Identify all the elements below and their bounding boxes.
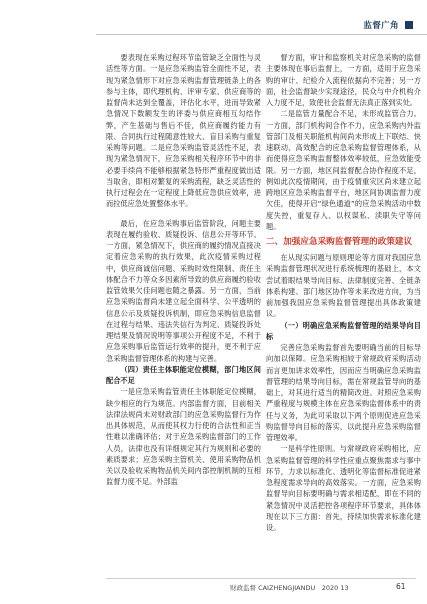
paragraph: 要表现在采购过程环节监管缺乏全面性与灵活性等方面。一是应急采购监管全面性不足，表现为紧急情形下对应急采购监督管理链条上的各参与主体，即代理机构、评审专家、供应商等的监督尚未达到全覆盖，评估化水平，进而导致紧急情况下数额发生的评委与供应商相互勾结作弊，产生基础与售后不佳，供应商履约能力有限、合同执行过程随意性较大、盲目采购与重复采购等问题。二是应急采购监管灵活性不足，表现为紧急情况下，应急采购相关程序环节中的非必要手续尚不能够根据紧急特形严重程度做出适当取舍，即相对繁复的采购流程，缺乏灵活性的执行过程会在一定程度上降低应急供应效率，进而拉低应急处置整体水平。 xyxy=(106,53,261,209)
paragraph: 一是科学性原则。与常规政府采购相比，应急采购监督管理的科学性应重点聚焦需求与事中环节，力求以标准化、透明化等监督标准促进紧急程度需求导向的高效落实。一方面，应急采购监督导向目标要明确与需求相适配，即在不同的紧急情况中灵活把控各项程序环节要求，具体体现在以下三方面：首先，持续加快需求标准化建设。 xyxy=(266,444,421,532)
right-column xyxy=(266,52,421,533)
journal-name: 财政监督 CAIZHENGJIANDU 2020 13 xyxy=(230,584,349,592)
page-header xyxy=(0,0,427,38)
page-number: 61 xyxy=(396,582,406,591)
footer-rule xyxy=(106,578,416,579)
section-heading: 二、加强应急采购监督管理的政策建议 xyxy=(266,237,413,247)
left-column xyxy=(106,52,261,488)
paragraph: 二是监管力量配合不足，未形成监管合力。一方面，部门机构间合作不力，应急采购内外监管部门及相关职能机构间尚未形成上下联结、快速联动、高效配合的应急采购监督管理体系，从而使得应急采购监督整体效率较低，应急效能受限。另一方面，地区间监督配合协作程度不足，例如此次疫情期间，由于疫情重灾区尚未建立起跨地区应急采购监督平台，地区间协调监督力度欠佳，使得开启“绿色通道”的应急采购活动中数度失控，重复存入、以权谋私、渎职失守等问题。 xyxy=(266,109,421,231)
section-title: 监督广角 xyxy=(363,20,399,30)
paragraph: 完善应急采购监督首先要明确当前的目标导向加以保障。应急采购相较于常规政府采购活动而言更加讲求效率性，因而应当明确应急采购监督管理的结果导向目标，需在常规监管导向的基础上，对其进行适当的精简改进。对照应急采购严重程度与规模主体在应急采购监督体系中的责任与义务，为此可采取以下两个原则促进应急采购监督导向目标的落实，以此提升应急采购监督管理效率。 xyxy=(266,343,421,442)
paragraph: 督方面，审计和监察机关对应急采购的监督主要体现在事后监督上，一方面，适用于应急采购的审计、纪检介入流程依据尚不完善；另一方面，社会监督缺少实现途径，民众与中介机构介入力度不足，致使社会监督无法真正落到实处。 xyxy=(266,53,421,107)
paragraph: 最后，在应急采购事后监管阶段，问题主要表现在履约验收、质疑投诉、信息公开等环节。一方面，紧急情况下，供应商的履约情况直接决定着应急采购的执行效果，此次疫情采购过程中，供应商诚信问题、采购时效性限制、责任主体配合不力等众多因素所导致的供应商履约验收监管效果欠佳问题也随之暴露。另一方面，当前应急采购监督尚未建立起全面科学、公平透明的信息公示及质疑投诉机制，即应急采购信息监督在过程与结果、违法失信行为判定、质疑投诉处理结果及情况说明等事项公开程度不足，不利于应急采购事后监管运行效率的提升，更不利于应急采购监督管理体系的构建与完善。 xyxy=(106,218,261,363)
paragraph: 在从现实问题与原则理论等方面对我国应急采购监督管理状况进行系统梳理的基础上，本文尝试着眼结果导向目标、法律制度完善、全链条体系构建、部门地区协作等未来改进方向，为当前加强我国应急采购监督管理提出具体政策建议。 xyxy=(266,253,421,319)
subsection-heading: （一）明确应急采购监督管理的结果导向目标 xyxy=(266,320,421,341)
header-rule xyxy=(96,34,427,35)
subsection-heading: （四）责任主体职能定位模糊，部门地区间配合不足 xyxy=(106,364,261,385)
page-footer xyxy=(0,578,427,598)
paragraph: 一是应急采购监管责任主体职能定位模糊，缺少相应的行为规范。内部监督方面，目前相关法律法规尚未对财政部门的应急采购监督行为作出具体规范，从而使其权力行使的合法性和正当性难以准确评估；对于应急采购监督部门的工作人员，法律也没有详细规定其行为规则和必要的素质要求；应急采购主管机关、使用采购物品机关以及验收采购物品机关间内部控制机制的互相监督力度不足。外部监 xyxy=(106,387,261,487)
section-marker-icon xyxy=(405,21,413,29)
